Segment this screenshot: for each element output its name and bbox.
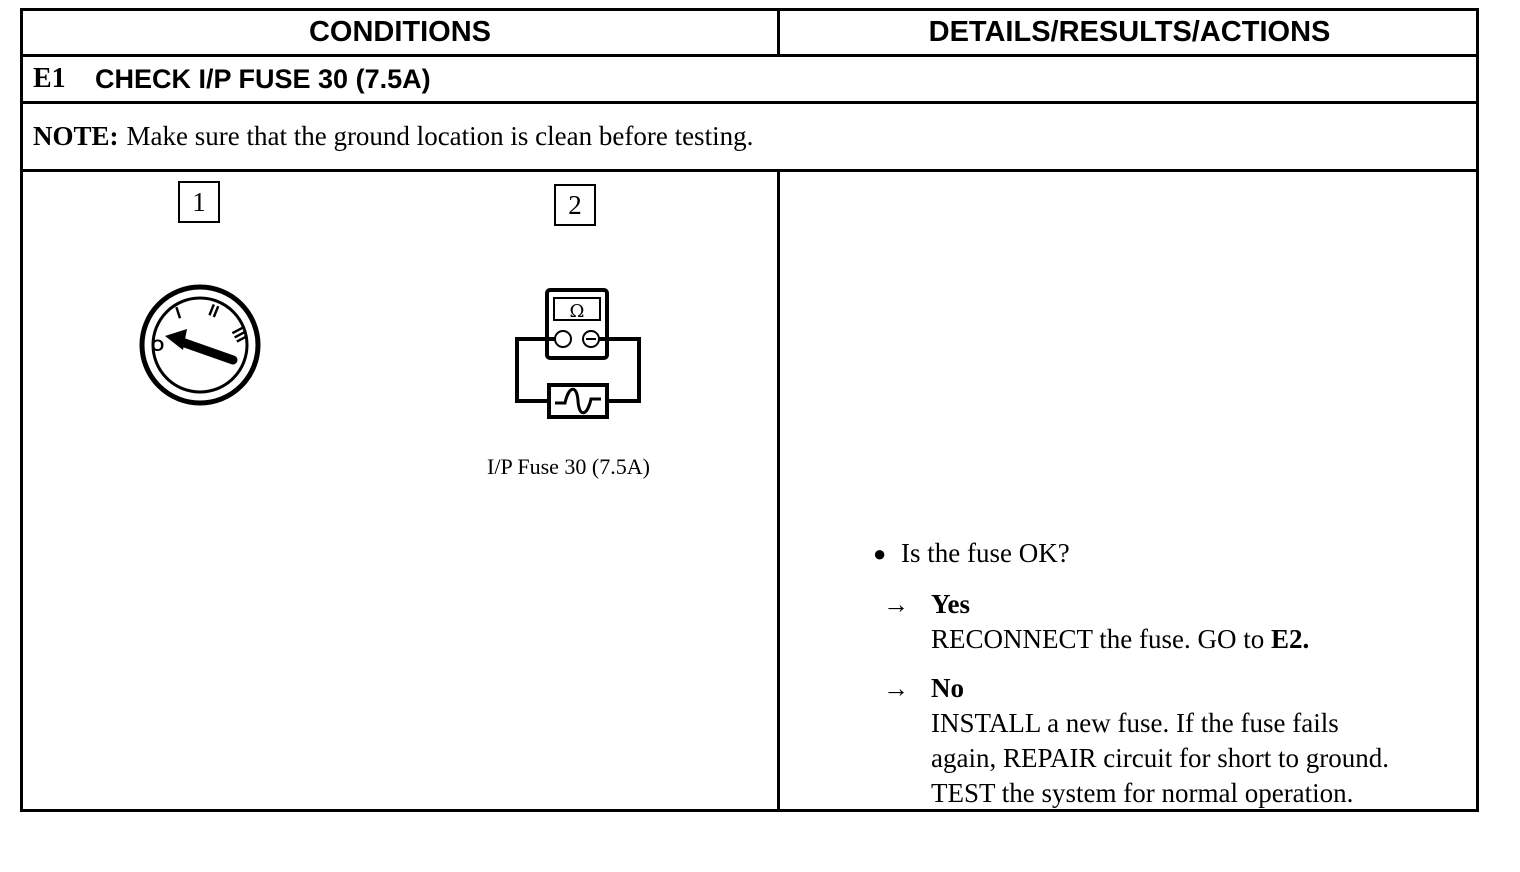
- result-yes-body: [931, 587, 1473, 657]
- body-divider: [777, 172, 780, 812]
- note-text: Make sure that the ground location is clean before testing.: [126, 121, 754, 151]
- position-3-label: III: [227, 324, 252, 346]
- result-no-label: No: [931, 673, 964, 703]
- ohm-symbol: Ω: [569, 301, 585, 322]
- result-no-line-3: TEST the system for normal operation.: [931, 778, 1354, 808]
- fuse-caption: I/P Fuse 30 (7.5A): [487, 454, 650, 479]
- result-no-line-2: again, REPAIR circuit for short to ground.: [931, 743, 1389, 773]
- details-header: DETAILS/RESULTS/ACTIONS: [928, 16, 1331, 48]
- step-number-box-2: [554, 184, 596, 226]
- arrow-right-icon: →: [883, 590, 909, 619]
- step-number-1: 1: [192, 186, 206, 217]
- ohmmeter-icon: [547, 290, 607, 358]
- result-yes-action: [931, 622, 1473, 657]
- position-2-label: II: [205, 300, 222, 322]
- result-yes-label: Yes: [931, 589, 970, 619]
- arrow-right-icon: →: [883, 674, 909, 703]
- step-id: E1: [33, 63, 66, 94]
- result-yes-text: RECONNECT the fuse. GO to: [931, 624, 1265, 654]
- step-title: CHECK I/P FUSE 30 (7.5A): [95, 63, 431, 94]
- result-yes: [873, 587, 1473, 657]
- result-no-body: [931, 671, 1473, 811]
- ignition-switch-icon: [135, 283, 265, 413]
- step-title-row: [23, 57, 1476, 104]
- ignition-arrow-icon: [165, 329, 233, 360]
- table-header: [23, 11, 1476, 57]
- result-no: [873, 671, 1473, 811]
- results-actions: [873, 536, 1473, 825]
- ohmmeter-fuse-icon: [511, 287, 646, 419]
- position-off-label: O: [151, 336, 165, 355]
- diagnostic-table: [20, 8, 1479, 812]
- header-divider: [777, 11, 780, 57]
- position-1-label: I: [173, 303, 184, 323]
- step-number-2: 2: [568, 189, 582, 220]
- fuse-icon: [549, 385, 607, 417]
- result-no-line-1: INSTALL a new fuse. If the fuse fails: [931, 708, 1339, 738]
- note-row: [23, 104, 1476, 172]
- note-label: NOTE:: [33, 121, 119, 151]
- step-number-box-1: [178, 181, 220, 223]
- result-yes-goto: E2.: [1270, 624, 1310, 654]
- conditions-header: CONDITIONS: [308, 16, 492, 48]
- question-line: [873, 536, 1473, 571]
- bullet-icon: ●: [873, 541, 887, 566]
- question-text: Is the fuse OK?: [901, 538, 1070, 568]
